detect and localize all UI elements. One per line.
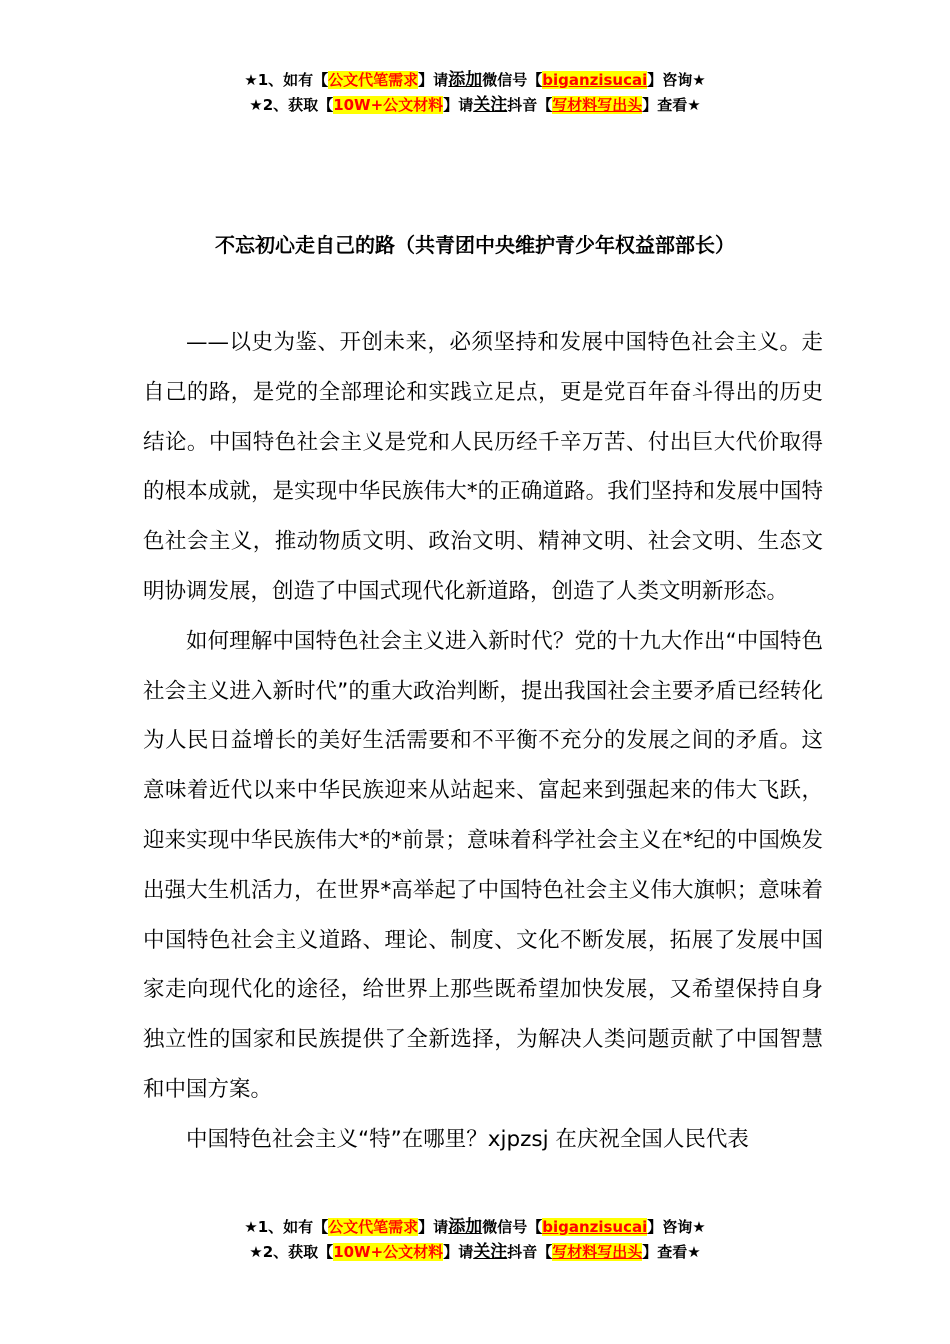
highlight-douyin-account: 写材料写出头 [552,1243,643,1261]
highlight-materials: 10W+公文材料 [333,1243,444,1261]
banner-line-2: ★2、获取【10W+公文材料】请关注抖音【写材料写出头】查看★ [249,95,701,115]
highlight-wechat-id: biganzisucai [542,71,648,89]
paragraph: 如何理解中国特色社会主义进入新时代？党的十九大作出“中国特色社会主义进入新时代”的重大政治判断，提出我国社会主要矛盾已经转化为人民日益增长的美好生活需要和不平衡不充分的发展之间的矛盾。这意味着近代以来中华民族迎来从站起来、富起来到强起来的伟大飞跃，迎来实现中华民族伟大*的*前景；意味着科学社会主义在*纪的中国焕发出强大生机活力，在世界*高举起了中国特色社会主义伟大旗帜；意味着中国特色社会主义道路、理论、制度、文化不断发展，拓展了发展中国家走向现代化的途径，给世界上那些既希望加快发展，又希望保持自身独立性的国家和民族提供了全新选择，为解决人类问题贡献了中国智慧和中国方案。 [143,628,823,1102]
highlight-service: 公文代笔需求 [328,71,419,89]
document-body [143,318,823,1165]
banner-line-1: ★1、如有【公文代笔需求】请添加微信号【biganzisucai】咨询★ [244,70,706,90]
header-banner [0,68,950,118]
paragraph: ——以史为鉴、开创未来，必须坚持和发展中国特色社会主义。走自己的路，是党的全部理论和实践立足点，更是党百年奋斗得出的历史结论。中国特色社会主义是党和人民历经千辛万苦、付出巨大代价取得的根本成就，是实现中华民族伟大*的正确道路。我们坚持和发展中国特色社会主义，推动物质文明、政治文明、精神文明、社会文明、生态文明协调发展，创造了中国式现代化新道路，创造了人类文明新形态。 [143,330,823,604]
banner-line-2: ★2、获取【10W+公文材料】请关注抖音【写材料写出头】查看★ [249,1242,701,1262]
paragraph: 中国特色社会主义“特”在哪里？xjpzsj 在庆祝全国人民代表 [186,1126,749,1152]
banner-line-1: ★1、如有【公文代笔需求】请添加微信号【biganzisucai】咨询★ [244,1217,706,1237]
highlight-douyin-account: 写材料写出头 [552,96,643,114]
highlight-service: 公文代笔需求 [328,1218,419,1236]
footer-banner [0,1215,950,1265]
document-title: 不忘初心走自己的路（共青团中央维护青少年权益部部长） [215,233,735,257]
highlight-materials: 10W+公文材料 [333,96,444,114]
highlight-wechat-id: biganzisucai [542,1218,648,1236]
